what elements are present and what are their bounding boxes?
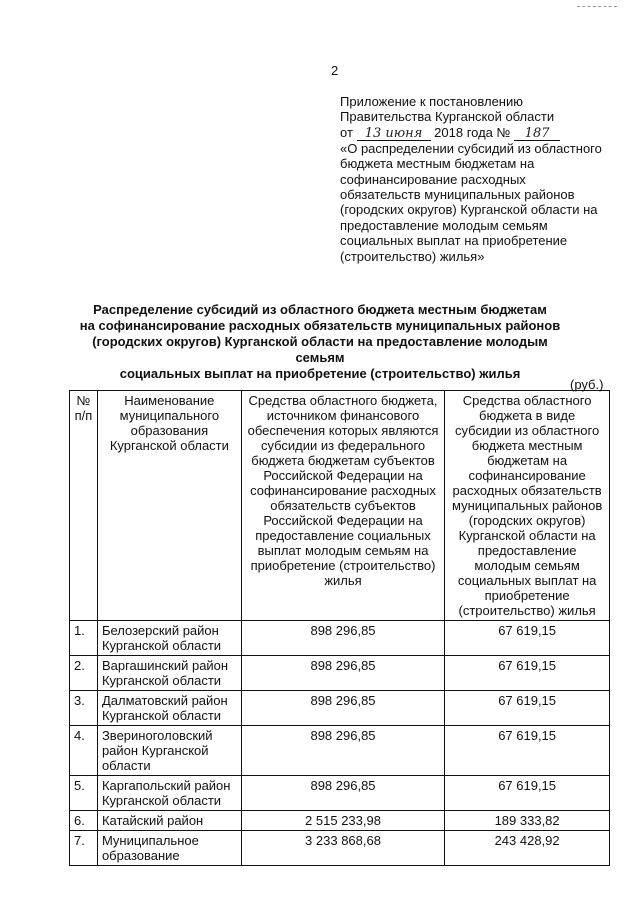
scan-artifact — [577, 6, 617, 8]
appendix-block — [340, 94, 610, 264]
regional-amount: 67 619,15 — [445, 726, 610, 776]
table-row — [70, 691, 610, 726]
regional-amount: 67 619,15 — [445, 691, 610, 726]
appendix-title-line: софинансирование расходных — [340, 171, 526, 187]
federal-amount: 898 296,85 — [241, 691, 444, 726]
appendix-title-line: «О распределении субсидий из областного — [340, 140, 602, 156]
document-heading — [70, 302, 570, 382]
table-row — [70, 726, 610, 776]
allocation-table — [69, 390, 610, 866]
year-text: 2018 года № — [434, 124, 511, 140]
row-number: 7. — [70, 831, 98, 866]
heading-line: социальных выплат на приобретение (строительство) жилья — [119, 366, 521, 381]
row-number: 5. — [70, 776, 98, 811]
federal-amount: 898 296,85 — [241, 656, 444, 691]
row-number: 4. — [70, 726, 98, 776]
appendix-title-line: бюджета местным бюджетам на — [340, 156, 535, 172]
header-no: № п/п — [70, 391, 98, 621]
handwritten-date: 13 июня — [357, 127, 431, 141]
municipality-name: Каргапольский район Курганской области — [97, 776, 241, 811]
heading-line: на софинансирование расходных обязательств муниципальных районов — [79, 318, 561, 333]
appendix-title-line: обязательств муниципальных районов — [340, 187, 575, 203]
header-municipality: Наименование муниципального образования Курганской области — [97, 391, 241, 621]
units-label: (руб.) — [570, 377, 604, 392]
table-row — [70, 621, 610, 656]
date-prefix: от — [340, 124, 353, 140]
row-number: 3. — [70, 691, 98, 726]
header-regional-funds: Средства областного бюджета в виде субсидии из областного бюджета местным бюджетам на софинансирование расходных обязательств муниципальных районов (городских округов) Курганской области на предоставление молодым семьям социальных выплат на приобретение (строительство) жилья — [445, 391, 610, 621]
regional-amount: 243 428,92 — [445, 831, 610, 866]
appendix-line-2: Правительства Курганской области — [340, 109, 555, 125]
header-federal-funds: Средства областного бюджета, источником финансового обеспечения которых являются субсидии из федерального бюджета бюджетам субъектов Российской Федерации на софинансирование расходных обязательств субъектов Российской Федерации на предоставление социальных выплат молодым семьям на приобретение (строительство) жилья — [241, 391, 444, 621]
federal-amount: 3 233 868,68 — [241, 831, 444, 866]
federal-amount: 2 515 233,98 — [241, 811, 444, 831]
municipality-name: Далматовский район Курганской области — [97, 691, 241, 726]
federal-amount: 898 296,85 — [241, 621, 444, 656]
table-row — [70, 831, 610, 866]
regional-amount: 67 619,15 — [445, 621, 610, 656]
federal-amount: 898 296,85 — [241, 726, 444, 776]
table-row — [70, 811, 610, 831]
municipality-name: Муниципальное образование — [97, 831, 241, 866]
municipality-name: Звериноголовский район Курганской области — [97, 726, 241, 776]
appendix-title-line: (городских округов) Курганской области на — [340, 202, 598, 218]
handwritten-number: 187 — [514, 127, 560, 141]
appendix-line-1: Приложение к постановлению — [340, 94, 523, 109]
appendix-title-line: социальных выплат на приобретение — [340, 233, 568, 249]
table-row — [70, 656, 610, 691]
row-number: 6. — [70, 811, 98, 831]
federal-amount: 898 296,85 — [241, 776, 444, 811]
heading-line: (городских округов) Курганской области на предоставление молодым семьям — [92, 334, 548, 365]
appendix-title-line: предоставление молодым семьям — [340, 217, 548, 233]
appendix-date-line — [340, 125, 610, 141]
regional-amount: 189 333,82 — [445, 811, 610, 831]
page-number: 2 — [331, 63, 339, 78]
regional-amount: 67 619,15 — [445, 776, 610, 811]
municipality-name: Катайский район — [97, 811, 241, 831]
municipality-name: Варгашинский район Курганской области — [97, 656, 241, 691]
table-header-row — [70, 391, 610, 621]
table-row — [70, 776, 610, 811]
municipality-name: Белозерский район Курганской области — [97, 621, 241, 656]
row-number: 1. — [70, 621, 98, 656]
appendix-title-line: (строительство) жилья» — [340, 248, 485, 264]
heading-line: Распределение субсидий из областного бюджета местным бюджетам — [93, 302, 547, 317]
regional-amount: 67 619,15 — [445, 656, 610, 691]
row-number: 2. — [70, 656, 98, 691]
